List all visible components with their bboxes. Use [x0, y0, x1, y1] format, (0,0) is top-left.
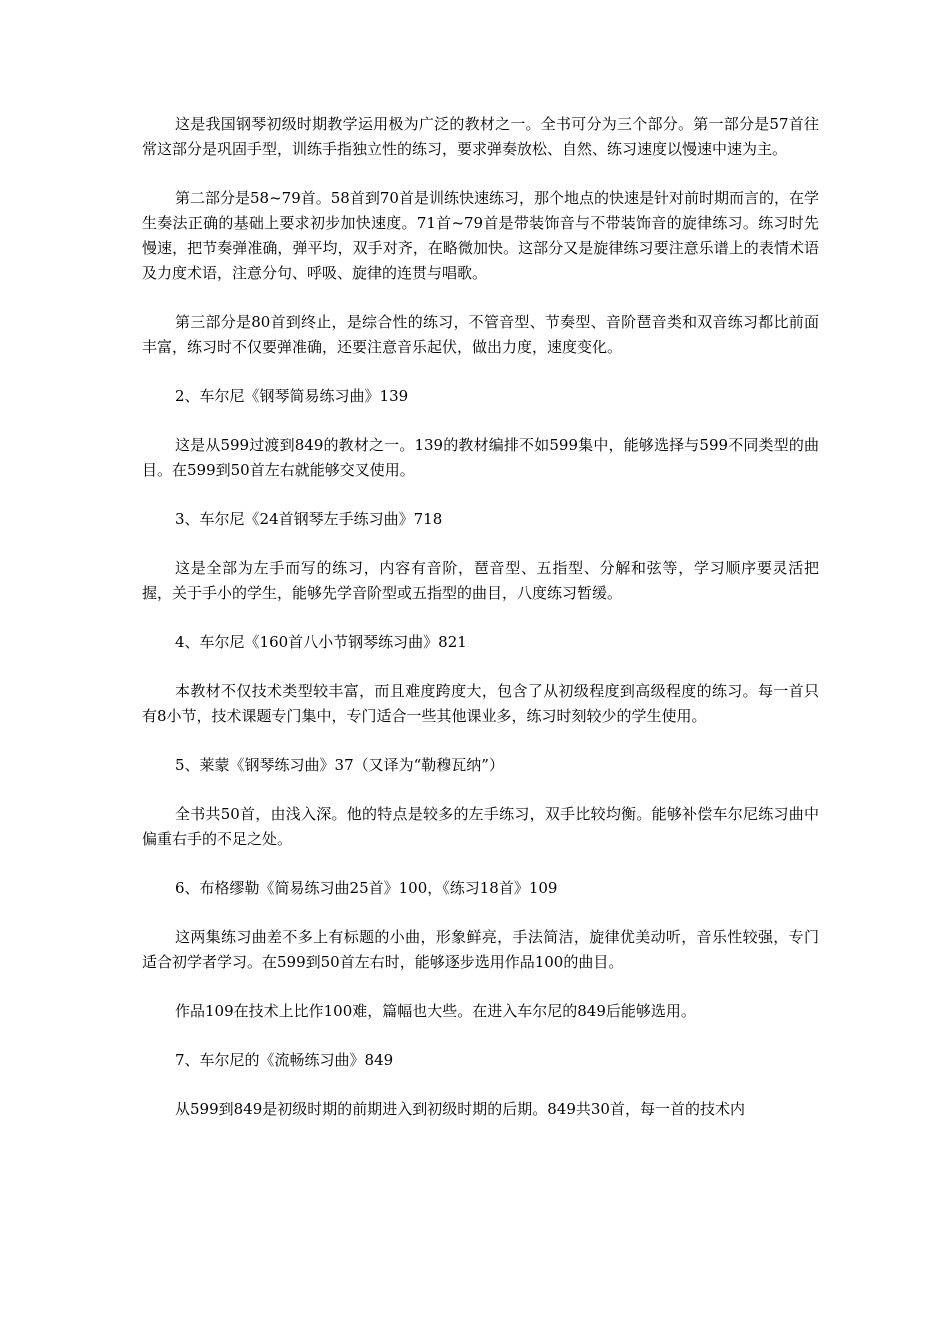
document-body	[142, 112, 819, 1146]
heading-czerny-849: 7、车尔尼的《流畅练习曲》849	[175, 1051, 394, 1069]
paragraph-lemoine-37: 全书共50首，由浅入深。他的特点是较多的左手练习，双手比较均衡。能够补偿车尔尼练习曲中偏重右手的不足之处。	[142, 805, 819, 848]
paragraph-czerny-821: 本教材不仅技术类型较丰富，而且难度跨度大，包含了从初级程度到高级程度的练习。每一首只有8小节，技术课题专门集中，专门适合一些其他课业多，练习时刻较少的学生使用。	[142, 682, 819, 725]
paragraph-czerny-139: 这是从599过渡到849的教材之一。139的教材编排不如599集中，能够选择与599不同类型的曲目。在599到50首左右就能够交叉使用。	[142, 436, 819, 479]
heading-czerny-821: 4、车尔尼《160首八小节钢琴练习曲》821	[175, 633, 467, 651]
paragraph-burgmuller-100: 这两集练习曲差不多上有标题的小曲，形象鲜亮，手法简洁，旋律优美动听，音乐性较强，专门适合初学者学习。在599到50首左右时，能够逐步选用作品100的曲目。	[142, 928, 819, 971]
paragraph-part-three: 第三部分是80首到终止，是综合性的练习，不管音型、节奏型、音阶琶音类和双音练习都比前面丰富，练习时不仅要弹准确，还要注意音乐起伏，做出力度，速度变化。	[142, 313, 819, 356]
heading-czerny-139: 2、车尔尼《钢琴简易练习曲》139	[175, 387, 409, 405]
heading-burgmuller: 6、布格缪勒《简易练习曲25首》100，《练习18首》109	[175, 879, 558, 897]
heading-lemoine-37: 5、莱蒙《钢琴练习曲》37（又译为“勒穆瓦纳”）	[175, 756, 504, 774]
heading-czerny-718: 3、车尔尼《24首钢琴左手练习曲》718	[175, 510, 443, 528]
paragraph-burgmuller-109: 作品109在技术上比作100难，篇幅也大些。在进入车尔尼的849后能够选用。	[175, 1002, 696, 1020]
paragraph-intro: 这是我国钢琴初级时期教学运用极为广泛的教材之一。全书可分为三个部分。第一部分是57首往常这部分是巩固手型，训练手指独立性的练习，要求弹奏放松、自然、练习速度以慢速中速为主。	[142, 115, 819, 158]
paragraph-part-two: 第二部分是58~79首。58首到70首是训练快速练习，那个地点的快速是针对前时期而言的，在学生奏法正确的基础上要求初步加快速度。71首~79首是带装饰音与不带装饰音的旋律练习。练习时先慢速，把节奏弹准确，弹平均，双手对齐，在略微加快。这部分又是旋律练习要注意乐谱上的表情术语及力度术语，注意分句、呼吸、旋律的连贯与唱歌。	[142, 189, 819, 282]
paragraph-czerny-718: 这是全部为左手而写的练习，内容有音阶，琶音型、五指型、分解和弦等，学习顺序要灵活把握，关于手小的学生，能够先学音阶型或五指型的曲目，八度练习暂缓。	[142, 559, 819, 602]
paragraph-czerny-849: 从599到849是初级时期的前期进入到初级时期的后期。849共30首，每一首的技术内	[175, 1100, 745, 1118]
